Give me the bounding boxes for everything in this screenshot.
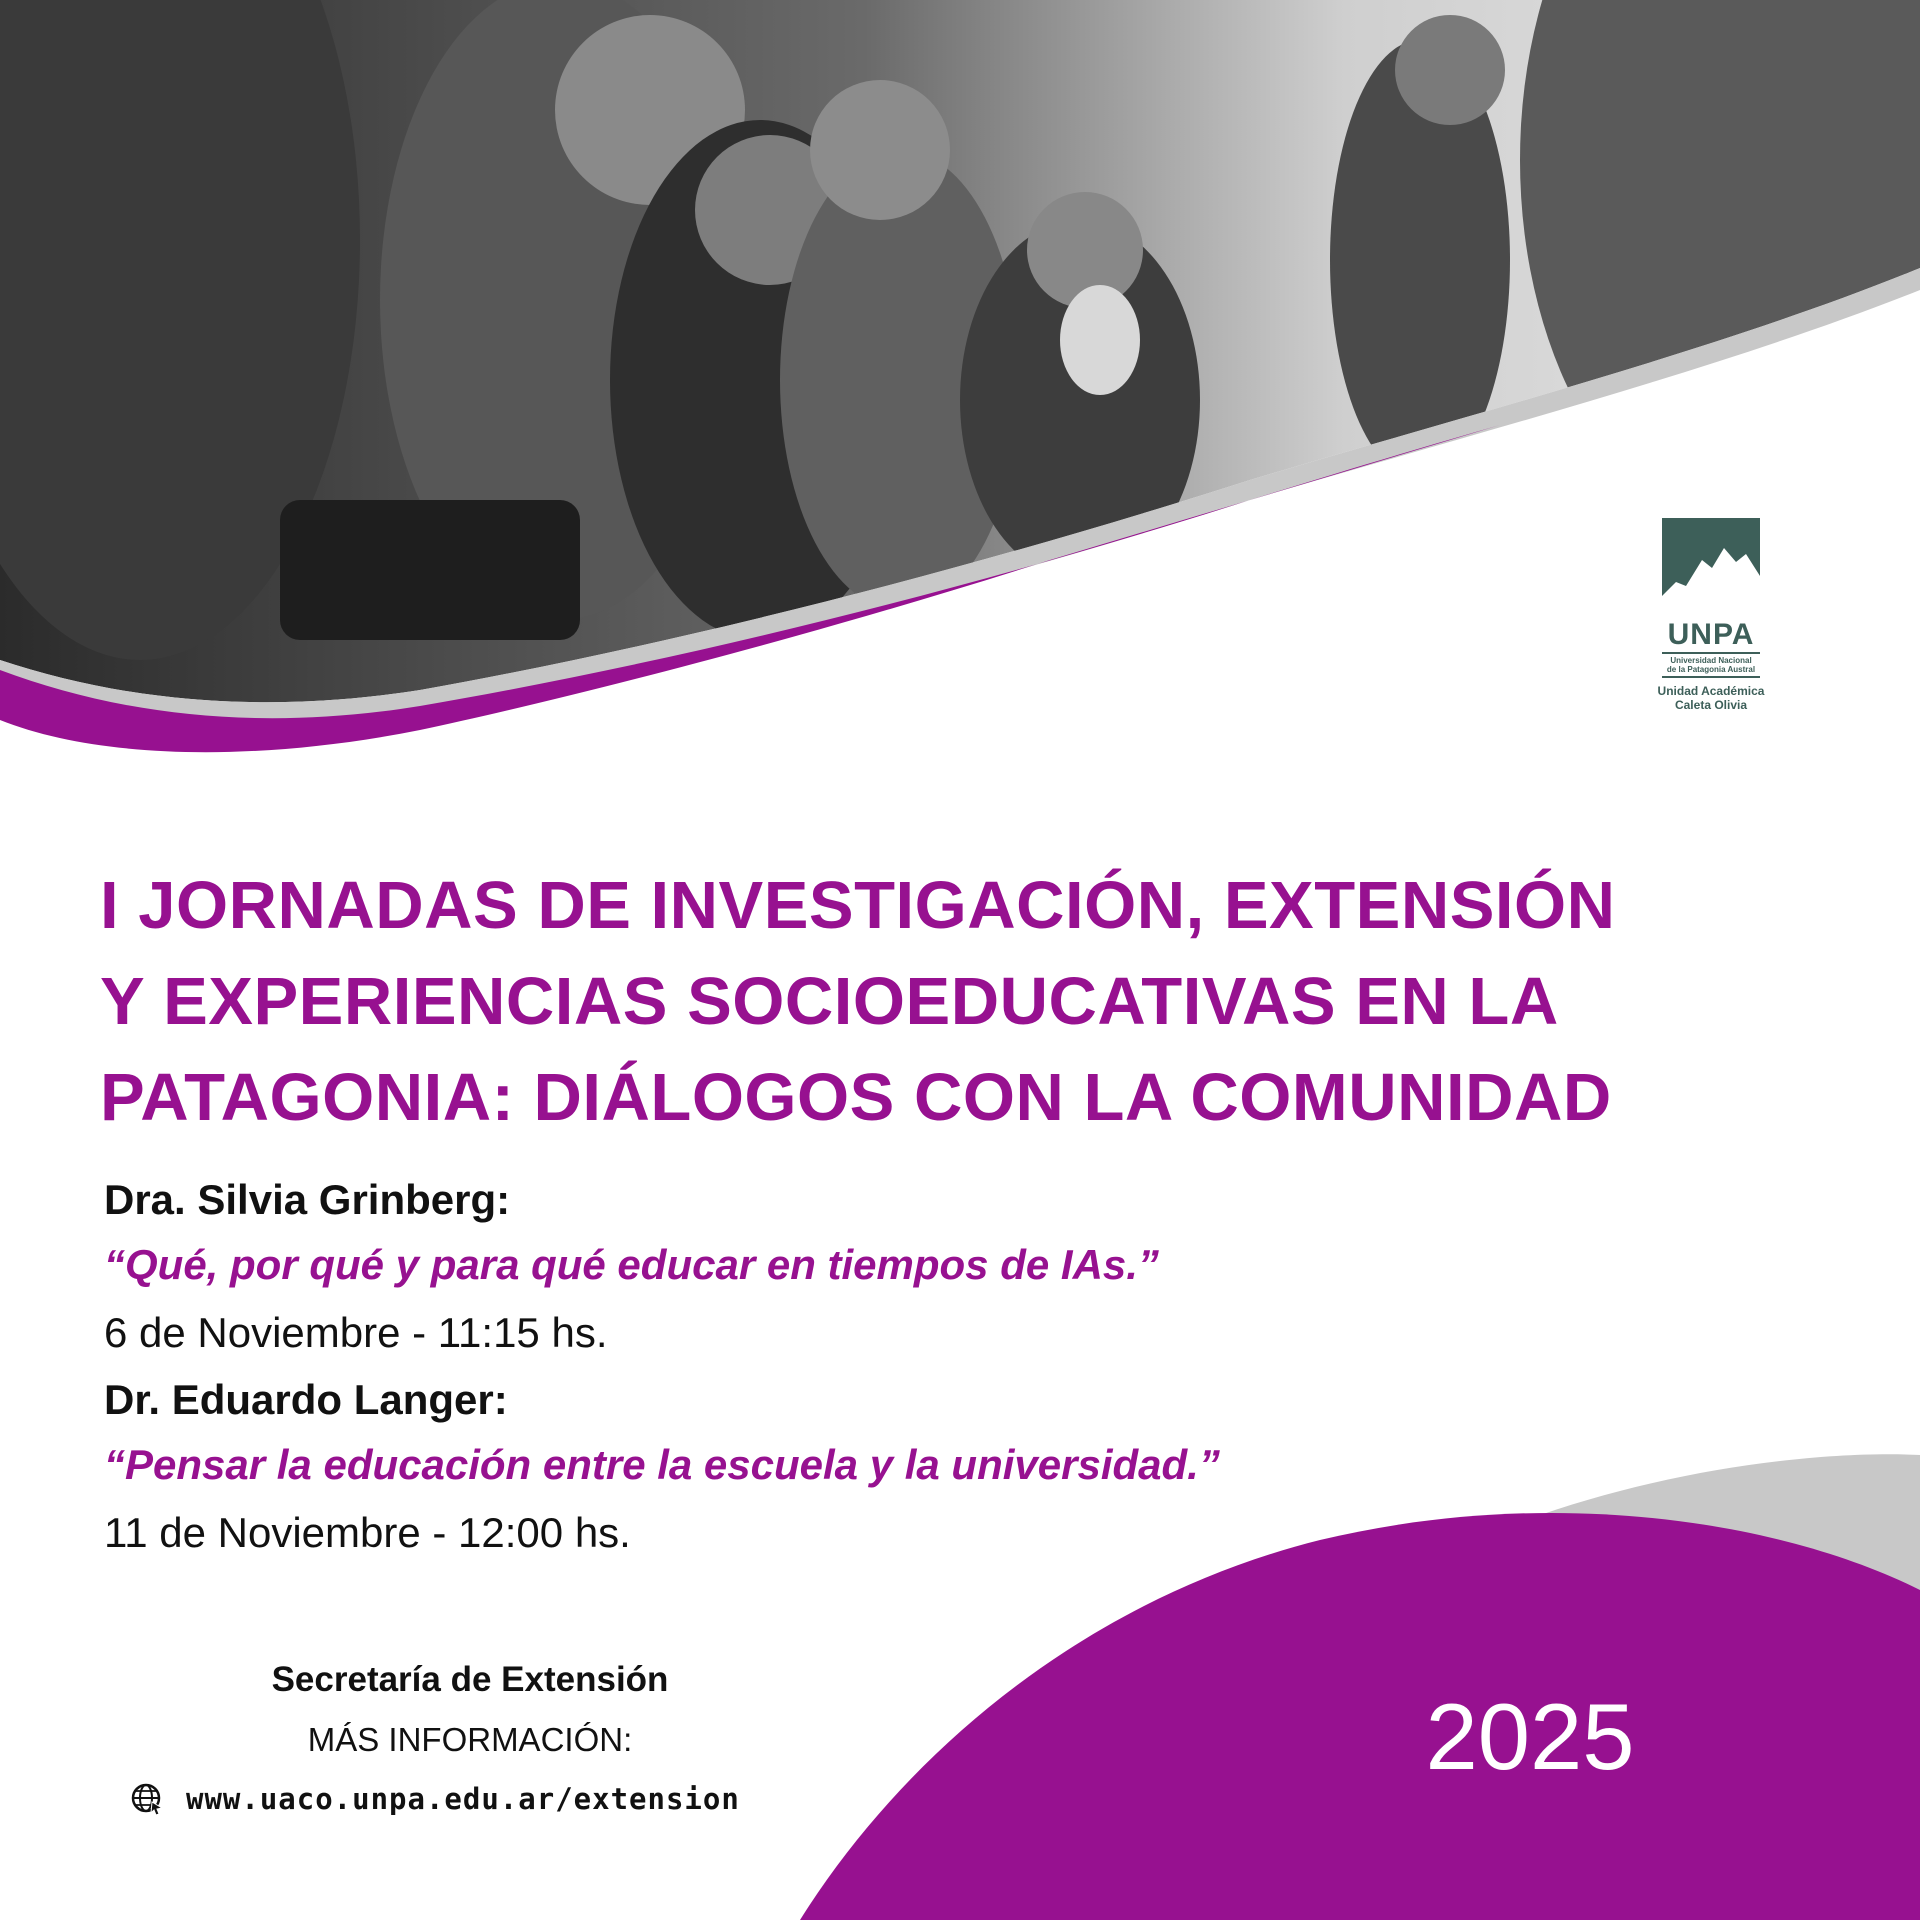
talk-date: 11 de Noviembre - 12:00 hs. — [104, 1509, 631, 1556]
talk-speaker: Dr. Eduardo Langer: — [104, 1376, 508, 1423]
footer-organization: Secretaría de Extensión — [271, 1660, 669, 1699]
talk-title: “Qué, por qué y para qué educar en tiempos de IAs.” — [104, 1241, 1159, 1288]
logo-name: UNPA — [1667, 618, 1755, 651]
website-link[interactable]: www.uaco.unpa.edu.ar/extension — [186, 1782, 740, 1816]
logo-subtitle-line2: de la Patagonia Austral — [1666, 665, 1756, 674]
event-year: 2025 — [1425, 1684, 1635, 1789]
logo-divider — [1662, 652, 1760, 654]
footer-website[interactable] — [130, 1782, 830, 1816]
logo-unit-line2: Caleta Olivia — [1674, 698, 1748, 712]
footer-info — [120, 1650, 820, 1770]
talk-item — [104, 1168, 1564, 1368]
logo-divider-bottom — [1662, 676, 1760, 678]
talks-list — [104, 1168, 1564, 1568]
event-title — [100, 858, 1840, 1146]
title-line: PATAGONIA: DIÁLOGOS CON LA COMUNIDAD — [100, 1060, 1612, 1135]
logo-subtitle-line1: Universidad Nacional — [1670, 656, 1752, 665]
talk-speaker: Dra. Silvia Grinberg: — [104, 1176, 511, 1223]
mountain-logo-icon — [1662, 518, 1760, 614]
title-line: Y EXPERIENCIAS SOCIOEDUCATIVAS EN LA — [100, 964, 1559, 1039]
talk-title: “Pensar la educación entre la escuela y la universidad.” — [104, 1441, 1220, 1488]
title-line: I JORNADAS DE INVESTIGACIÓN, EXTENSIÓN — [100, 868, 1616, 943]
talk-item — [104, 1368, 1564, 1568]
logo-unit-line1: Unidad Académica — [1657, 684, 1765, 698]
talk-date: 6 de Noviembre - 11:15 hs. — [104, 1309, 608, 1356]
unpa-logo — [1648, 518, 1774, 712]
footer-more-info: MÁS INFORMACIÓN: — [307, 1721, 633, 1758]
globe-icon — [130, 1782, 164, 1816]
